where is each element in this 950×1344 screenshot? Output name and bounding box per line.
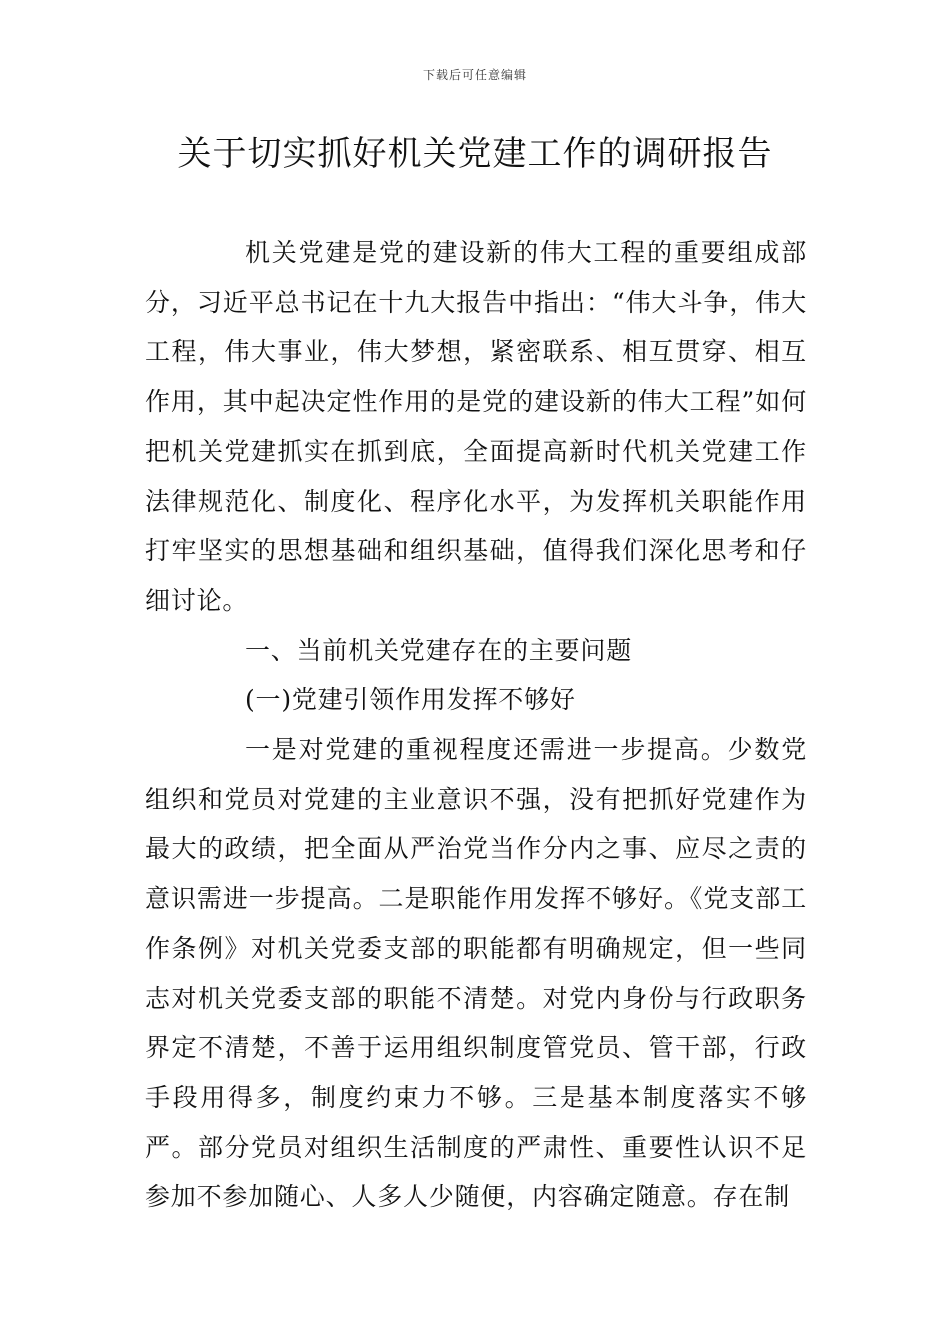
document-title: 关于切实抓好机关党建工作的调研报告: [177, 134, 773, 174]
document-body: [145, 228, 807, 1222]
paragraph-intro: 机关党建是党的建设新的伟大工程的重要组成部分，习近平总书记在十九大报告中指出：“伟大斗争，伟大工程，伟大事业，伟大梦想，紧密联系、相互贯穿、相互作用，其中起决定性作用的是党的建设新的伟大工程”如何把机关党建抓实在抓到底，全面提高新时代机关党建工作法律规范化、制度化、程序化水平，为发挥机关职能作用打牢坚实的思想基础和组织基础，值得我们深化思考和仔细讨论。: [145, 238, 807, 615]
section-heading-1: 一、当前机关党建存在的主要问题: [245, 635, 633, 665]
header-note: 下载后可任意编辑: [422, 68, 527, 82]
paragraph-problems: 一是对党建的重视程度还需进一步提高。少数党组织和党员对党建的主业意识不强，没有把抓好党建作为最大的政绩，把全面从严治党当作分内之事、应尽之责的意识需进一步提高。二是职能作用发挥不够好。《党支部工作条例》对机关党委支部的职能都有明确规定，但一些同志对机关党委支部的职能不清楚。对党内身份与行政职务界定不清楚，不善于运用组织制度管党员、管干部，行政手段用得多，制度约束力不够。三是基本制度落实不够严。部分党员对组织生活制度的严肃性、重要性认识不足参加不参加随心、人多人少随便，内容确定随意。存在制: [145, 735, 807, 1212]
subsection-heading-1: (一)党建引领作用发挥不够好: [245, 685, 576, 715]
